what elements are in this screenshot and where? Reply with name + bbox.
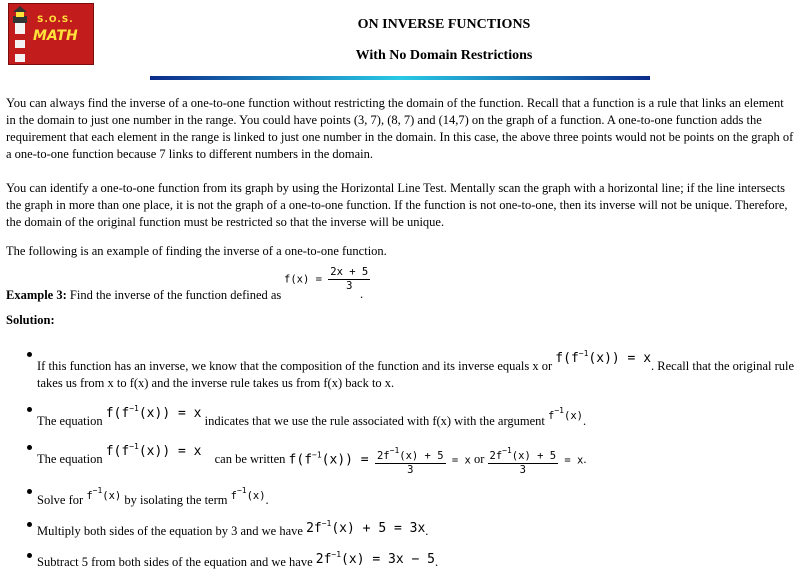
- composition-formula: $f(f^{-1}(x)) = x$: [105, 404, 202, 421]
- solution-label: Solution:: [6, 313, 55, 327]
- fraction-equation: $\frac{2f^{-1}(x) + 5}{3}$ = x: [489, 445, 584, 476]
- multiplied-equation: $2f^{-1}(x) + 5 = 3x$: [306, 518, 426, 536]
- bullet-icon: [27, 407, 32, 412]
- list-item: Solve for $f^{-1}(x)$ by isolating the term $f^{-1}(x)$.: [6, 482, 796, 509]
- composition-formula: $f(f^{-1}(x)) = x$: [555, 349, 652, 366]
- main-content: [6, 95, 796, 571]
- gradient-divider: [150, 76, 650, 80]
- bullet-icon: [27, 553, 32, 558]
- list-item: The equation $f(f^{-1}(x)) = x$ can be written $f(f^{-1}(x))$ = $\frac{2f^{-1}(x) + 5}{3}$ = x or $\frac{2f^{-1}(x) + 5}{3}$ = x.: [6, 438, 796, 477]
- example-row: Example 3: Find the inverse of the function defined as f(x) = $\frac{2x + 5}{3}$ .: [6, 266, 369, 302]
- inverse-term: $f^{-1}(x)$: [230, 485, 266, 502]
- page-title: ON INVERSE FUNCTIONS: [357, 17, 531, 32]
- example-text: Find the inverse of the function defined as: [69, 288, 282, 302]
- composition-formula: $f(f^{-1}(x)) = x$: [105, 442, 202, 459]
- list-item: If this function has an inverse, we know that the composition of the function and its inverse equals x or $f(f^{-1}(x)) = x$. Recall that the original rule takes us from x to f(x) and the inverse rule takes us from f(x) back to x.: [6, 345, 796, 392]
- bullet-icon: [27, 352, 32, 357]
- example-label: Example 3:: [6, 288, 67, 302]
- logo-math-text: MATH: [33, 28, 78, 44]
- paragraph-horizontal-line-test: You can identify a one-to-one function from its graph by using the Horizontal Line Test. Mentally scan the graph with a horizontal line; if the line intersects the graph in more than one place, it is not the graph of a one-to-one function. If the function is not one-to-one, then its inverse will not be unique. Therefore, the domain of the original function must be restricted so that the inverse will be unique.: [6, 181, 788, 229]
- page-subtitle: With No Domain Restrictions: [355, 48, 533, 63]
- list-item: The equation $f(f^{-1}(x)) = x$ indicates that we use the rule associated with f(x) with the argument $f^{-1}(x)$.: [6, 400, 796, 430]
- bullet-icon: [27, 445, 32, 450]
- substituted-equation: $f(f^{-1}(x))$ = $\frac{2f^{-1}(x) + 5}{3}$ = x: [288, 445, 471, 476]
- solution-steps: [6, 345, 796, 571]
- inverse-term: $f^{-1}(x)$: [86, 485, 122, 502]
- paragraph-example-intro: The following is an example of finding the inverse of a one-to-one function.: [6, 244, 387, 258]
- logo-top-text: S.O.S.: [37, 15, 74, 25]
- inverse-argument: $f^{-1}(x)$: [548, 406, 583, 422]
- list-item: Subtract 5 from both sides of the equation and we have $2f^{-1}(x) = 3x - 5$.: [6, 546, 796, 571]
- subtracted-equation: $2f^{-1}(x) = 3x - 5$: [315, 549, 435, 567]
- function-definition: f(x) = $\frac{2x + 5}{3}$: [284, 266, 369, 292]
- bullet-icon: [27, 489, 32, 494]
- list-item: Multiply both sides of the equation by 3 and we have $2f^{-1}(x) + 5 = 3x$.: [6, 515, 796, 540]
- paragraph-intro: You can always find the inverse of a one-to-one function without restricting the domain of the function. Recall that a function is a rule that links an element in the domain to just one number in the range. You could have points (3, 7), (8, 7) and (14,7) on the graph of a function. A one-to-one function adds the requirement that each element in the range is linked to just one number in the domain. In this case, the above three points would not be points on the graph of a one-to-one function because 7 links to different numbers in the domain.: [6, 96, 794, 161]
